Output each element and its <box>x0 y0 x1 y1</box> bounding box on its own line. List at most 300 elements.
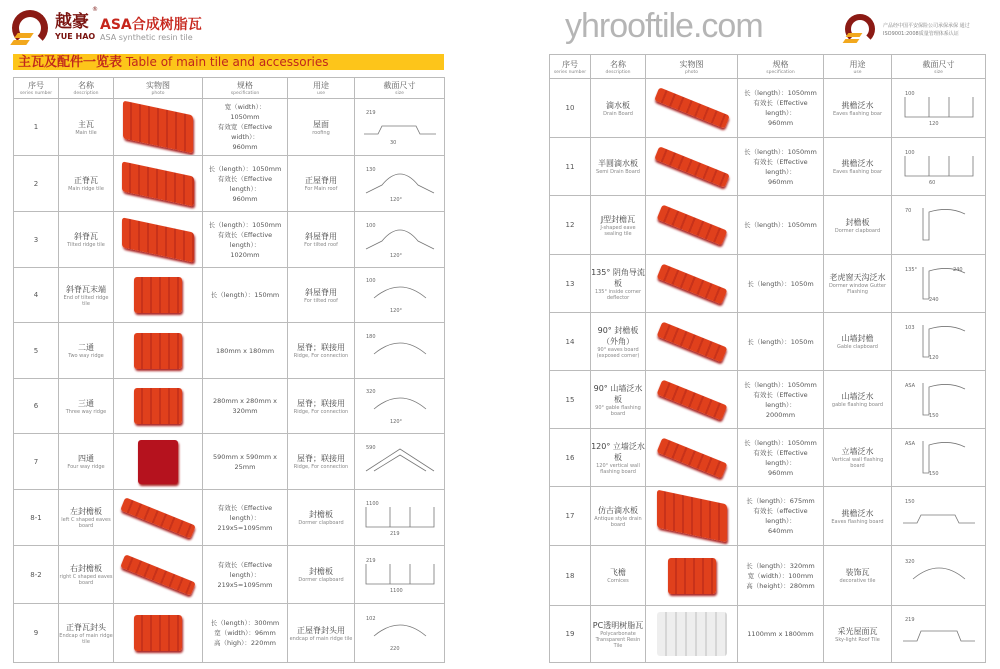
size-drawing <box>355 156 445 212</box>
cross-section-drawing <box>899 321 979 361</box>
use <box>824 606 892 663</box>
spec-line: 宽（width）：100mm <box>747 571 814 580</box>
column-header-en: use <box>317 91 325 96</box>
photo-cell <box>114 546 203 604</box>
product-photo <box>123 101 193 154</box>
size-drawing <box>355 604 445 663</box>
dimension-label: 1100 <box>389 587 403 594</box>
use <box>288 156 355 212</box>
product-photo <box>656 379 727 420</box>
use <box>824 79 892 138</box>
description <box>59 323 114 379</box>
use-en: Dormer clapboard <box>298 520 344 526</box>
column-header-cn: 用途 <box>313 81 329 90</box>
use-cn: 屋脊；联接用 <box>297 454 345 463</box>
profile-line <box>903 515 975 523</box>
description-cn: 滴水板 <box>606 100 630 110</box>
use-cn: 挑檐泛水 <box>841 159 874 168</box>
spec-line: 960mm <box>767 177 794 186</box>
serial-number: 11 <box>550 138 591 196</box>
description-cn: 三通 <box>78 398 94 408</box>
use-cn: 采光屋面瓦 <box>837 626 878 636</box>
profile-line <box>366 174 434 193</box>
specification <box>738 429 824 487</box>
main-tile-table <box>13 77 445 663</box>
profile-line <box>366 230 434 249</box>
use-en: Ridge, For connection <box>293 464 349 470</box>
use-en: Gable clapboard <box>837 344 878 350</box>
use <box>288 490 355 546</box>
use <box>288 99 355 156</box>
column-header-cn: 规格 <box>237 81 253 90</box>
product-photo <box>656 321 727 362</box>
use <box>824 429 892 487</box>
spec-line: 高（height）：280mm <box>746 581 815 590</box>
description-en: 90° eaves board (exposed corner) <box>596 346 640 359</box>
description-cn: 正脊瓦 <box>74 176 98 185</box>
description-en: Semi Drain Board <box>596 169 640 175</box>
column-header-en: description <box>73 91 99 96</box>
description-en: 120° vertical wall flashing board <box>596 462 640 475</box>
column-header <box>59 78 114 99</box>
spec-line: 长（length）：1050m <box>747 279 814 288</box>
product-photo <box>134 388 182 424</box>
spec-line: 长（length）：675mm <box>746 497 815 505</box>
column-header <box>591 55 646 79</box>
table-row <box>14 604 445 663</box>
column-header <box>14 78 59 99</box>
profile-line <box>923 208 965 240</box>
banner-title-cn: 主瓦及配件一览表 <box>18 55 123 70</box>
size-drawing <box>892 371 986 429</box>
use-cn: 正屋脊封头用 <box>297 625 345 635</box>
use <box>824 546 892 606</box>
description-cn: 四通 <box>78 454 94 463</box>
cross-section-drawing <box>360 441 440 481</box>
description <box>591 606 646 663</box>
brand-name-en: YUE HAO <box>55 32 96 41</box>
product-photo <box>654 87 730 128</box>
dimension-label: 120° <box>389 252 402 259</box>
specification <box>203 379 288 434</box>
specification <box>738 487 824 546</box>
spec-line: 长（length）：1050mm <box>744 89 817 97</box>
column-header-cn: 截面尺寸 <box>922 59 955 69</box>
description <box>59 268 114 323</box>
use-cn: 挑檐泛水 <box>841 100 874 110</box>
dimension-label: 220 <box>389 646 400 652</box>
description-cn: PC透明树脂瓦 <box>592 620 644 630</box>
column-header-cn: 名称 <box>610 59 626 69</box>
table-row <box>550 487 986 546</box>
use-en: decorative tile <box>839 578 876 584</box>
description-en: Three way ridge <box>65 408 107 415</box>
use-en: Eaves flashing board <box>831 518 884 525</box>
column-header-en: use <box>853 69 862 75</box>
cross-section-drawing <box>360 554 440 594</box>
cross-section-drawing <box>899 146 979 186</box>
use-en: Ridge, For connection <box>293 353 349 359</box>
column-header-en: size <box>395 91 404 96</box>
serial-number: 18 <box>550 546 591 606</box>
column-header <box>550 55 591 79</box>
dimension-label: ASA <box>904 382 915 389</box>
size-drawing <box>355 212 445 268</box>
spec-line: 280mm x 280mm x 320mm <box>212 397 278 415</box>
use <box>824 138 892 196</box>
profile-line <box>903 631 975 641</box>
profile-line <box>366 449 434 471</box>
use-cn: 屋面 <box>313 119 329 129</box>
dimension-label: 102 <box>365 616 376 622</box>
cross-section-drawing <box>360 106 440 146</box>
photo-cell <box>114 268 203 323</box>
description-cn: 90° 山墙泛水板 <box>593 383 643 404</box>
dimension-label: 219 <box>365 110 376 116</box>
profile-line <box>374 343 426 354</box>
product-photo <box>134 615 182 651</box>
column-header-cn: 规格 <box>772 59 789 69</box>
photo-cell <box>114 604 203 663</box>
size-drawing <box>355 490 445 546</box>
serial-number: 8-2 <box>14 546 59 604</box>
specification <box>738 79 824 138</box>
spec-line: 590mm x 590mm x 25mm <box>212 452 278 471</box>
product-title-en: ASA synthetic resin tile <box>100 33 193 42</box>
cross-section-drawing <box>899 87 979 127</box>
column-header-en: specification <box>766 69 795 75</box>
column-header <box>203 78 288 99</box>
use-cn: 正屋脊用 <box>305 176 337 185</box>
cross-section-drawing <box>899 495 979 535</box>
product-photo <box>134 333 182 369</box>
use-en: Dormer clapboard <box>298 577 344 583</box>
spec-line: 有效长（Effective length）： <box>217 174 273 193</box>
size-drawing <box>355 268 445 323</box>
cross-section-drawing <box>899 437 979 477</box>
cross-section-drawing <box>899 204 979 244</box>
use <box>288 268 355 323</box>
profile-line <box>923 325 965 357</box>
size-drawing <box>892 79 986 138</box>
dimension-label: 100 <box>904 149 915 156</box>
table-row <box>14 490 445 546</box>
column-header-cn: 序号 <box>28 81 44 90</box>
dimension-label: 120° <box>389 419 402 425</box>
table-banner <box>13 54 444 70</box>
specification <box>203 546 288 604</box>
product-photo <box>656 204 727 245</box>
description-en: right C shaped eaves board <box>59 574 113 586</box>
use <box>824 371 892 429</box>
photo-cell <box>646 429 738 487</box>
description-en: Drain Board <box>603 110 633 117</box>
size-drawing <box>892 313 986 371</box>
use <box>824 196 892 255</box>
serial-number: 13 <box>550 255 591 313</box>
use-en: Vertical wall flashing board <box>831 457 884 469</box>
spec-line: 长（length）：1050m <box>747 337 814 346</box>
column-header-cn: 名称 <box>78 81 94 90</box>
spec-line: 长（length）：1050mm <box>744 380 817 389</box>
spec-line: 长（length）：150mm <box>210 291 280 299</box>
brand-logo-right <box>843 14 879 44</box>
description-cn: 半圆滴水板 <box>598 159 638 168</box>
photo-cell <box>646 313 738 371</box>
table-row <box>14 268 445 323</box>
table-row <box>550 79 986 138</box>
dimension-label: 219 <box>365 557 376 564</box>
spec-line: 长（length）：1050mm <box>744 438 817 447</box>
column-header-cn: 截面尺寸 <box>383 81 416 90</box>
use-cn: 屋脊；联接用 <box>297 343 345 352</box>
use-cn: 老虎窗天沟泛水 <box>829 273 886 282</box>
registered-mark: ® <box>92 6 98 13</box>
column-header-cn: 用途 <box>849 59 866 69</box>
use <box>288 546 355 604</box>
column-header-en: photo <box>151 91 165 96</box>
photo-cell <box>114 156 203 212</box>
use-cn: 山墙泛水 <box>841 392 874 401</box>
spec-line: 长（length）：1050mm <box>744 147 817 156</box>
dimension-label: 590 <box>365 444 376 451</box>
description-en: Main ridge tile <box>68 186 104 192</box>
spec-line: 高（high）：220mm <box>214 639 276 647</box>
use <box>288 434 355 490</box>
column-header-cn: 序号 <box>562 59 578 69</box>
use-en: endcap of main ridge tile <box>289 635 353 642</box>
description-cn: 二通 <box>78 343 94 352</box>
use-cn: 屋脊；联接用 <box>297 398 345 408</box>
product-photo <box>122 161 194 206</box>
table-row <box>14 546 445 604</box>
description-cn: 飞檐 <box>610 568 626 577</box>
cross-section-drawing <box>899 613 979 653</box>
use-en: Eaves flashing boar <box>832 110 883 117</box>
specification <box>203 434 288 490</box>
use <box>824 255 892 313</box>
spec-line: 219x5=1095mm <box>217 580 273 589</box>
description <box>591 138 646 196</box>
spec-line: 960mm <box>232 194 258 203</box>
use-cn: 封檐板 <box>845 217 870 227</box>
cross-section-drawing <box>899 379 979 419</box>
spec-line: 219x5=1095mm <box>217 523 273 532</box>
table-row <box>550 546 986 606</box>
dimension-label: 240 <box>928 296 939 303</box>
dimension-label: 150 <box>928 412 939 419</box>
description <box>59 156 114 212</box>
dimension-label: 150 <box>904 499 915 505</box>
serial-number: 5 <box>14 323 59 379</box>
column-header-en: description <box>605 69 631 75</box>
description-en: Two way ridge <box>68 353 104 359</box>
specification <box>738 371 824 429</box>
table-row <box>550 371 986 429</box>
description <box>591 79 646 138</box>
photo-cell <box>114 212 203 268</box>
description-en: Cornices <box>607 578 629 584</box>
specification <box>203 268 288 323</box>
product-photo <box>120 554 196 595</box>
table-row <box>550 429 986 487</box>
photo-cell <box>114 323 203 379</box>
serial-number: 10 <box>550 79 591 138</box>
serial-number: 15 <box>550 371 591 429</box>
dimension-label: 219 <box>904 617 915 623</box>
use-cn: 挑檐泛水 <box>841 508 874 518</box>
product-photo <box>134 277 182 313</box>
specification <box>738 138 824 196</box>
profile-line <box>366 507 434 527</box>
spec-line: 180mm x 180mm <box>215 346 275 355</box>
spec-line: 有效长（Effective length）： <box>217 230 273 249</box>
use-en: For Main roof <box>304 186 338 192</box>
photo-cell <box>646 487 738 546</box>
size-drawing <box>892 606 986 663</box>
description-en: Antique style drain board <box>594 515 642 528</box>
spec-line: 长（length）：1050mm <box>744 221 817 229</box>
table-row <box>14 379 445 434</box>
profile-line <box>923 383 965 415</box>
spec-line: 有效长（Effective length）： <box>753 99 808 117</box>
profile-line <box>364 126 436 134</box>
description <box>59 434 114 490</box>
product-photo <box>656 263 727 304</box>
size-drawing <box>355 323 445 379</box>
description <box>59 212 114 268</box>
dimension-label: 103 <box>904 324 915 331</box>
spec-line: 长（length）：320mm <box>746 561 815 570</box>
dimension-label: 135° <box>904 266 917 273</box>
profile-line <box>374 625 426 636</box>
description-en: Main tile <box>75 129 97 136</box>
dimension-label: 180 <box>365 333 376 340</box>
cross-section-drawing <box>899 555 979 595</box>
accessories-table <box>549 54 986 663</box>
dimension-label: 1100 <box>365 500 379 507</box>
specification <box>738 546 824 606</box>
certification-text: 产品经中国平安保险公司承保承保 通过ISO9001:2008质量管理体系认证 <box>883 23 970 37</box>
profile-line <box>905 156 973 176</box>
column-header-cn: 实物图 <box>146 81 170 90</box>
spec-line: 长（length）：1050mm <box>208 220 282 229</box>
table-row <box>14 156 445 212</box>
use-en: For tilted roof <box>304 297 338 304</box>
size-drawing <box>892 546 986 606</box>
spec-line: 有效长（effective length）： <box>753 507 808 525</box>
serial-number: 3 <box>14 212 59 268</box>
description <box>59 546 114 604</box>
description-cn: 斜脊瓦 <box>74 232 98 241</box>
size-drawing <box>355 379 445 434</box>
use-en: roofing <box>312 129 330 136</box>
profile-line <box>374 398 426 409</box>
specification <box>203 490 288 546</box>
brand-name-cn: 越豪 <box>55 12 89 32</box>
description-en: 90° gable flashing board <box>595 404 641 417</box>
product-photo <box>654 146 730 187</box>
spec-line: 长（length）：1050mm <box>208 164 282 173</box>
use <box>288 323 355 379</box>
dimension-label: 219 <box>389 530 400 537</box>
product-title-cn: ASA合成树脂瓦 <box>100 17 202 33</box>
description-cn: 90° 封檐板（外角） <box>597 325 639 346</box>
spec-line: 640mm <box>767 527 794 535</box>
description <box>591 196 646 255</box>
spec-line: 宽（width）： <box>224 103 266 111</box>
description-cn: 仿古滴水板 <box>598 505 638 515</box>
description <box>59 379 114 434</box>
photo-cell <box>646 546 738 606</box>
description-en: Polycarbonate Transparent Resin Tile <box>595 630 641 649</box>
spec-line: 有效长（Effective length）： <box>217 560 273 579</box>
dimension-label: 130 <box>365 166 376 173</box>
dimension-label: 240 <box>952 266 963 273</box>
dimension-label: 320 <box>904 558 915 565</box>
dimension-label: 60 <box>928 179 935 186</box>
specification <box>203 604 288 663</box>
table-row <box>14 99 445 156</box>
product-photo <box>656 437 727 478</box>
description-en: 135° inside corner deflector <box>594 288 642 301</box>
spec-line: 960mm <box>767 468 794 477</box>
column-header <box>892 55 986 79</box>
spec-line: 有效宽（Effective width）： <box>217 123 273 141</box>
product-photo <box>122 217 194 262</box>
watermark: yhrooftile.com <box>565 7 763 45</box>
column-header <box>738 55 824 79</box>
spec-line: 1020mm <box>230 250 260 259</box>
spec-line: 有效长（Effective length）： <box>753 390 808 409</box>
description-cn: 右封檐板 <box>70 564 102 573</box>
column-header-en: series number <box>19 91 53 96</box>
spec-line: 长（length）：300mm <box>210 619 280 627</box>
specification <box>203 212 288 268</box>
use-en: gable flashing board <box>831 402 884 408</box>
product-photo <box>668 558 716 594</box>
serial-number: 19 <box>550 606 591 663</box>
description <box>591 546 646 606</box>
table-row <box>14 212 445 268</box>
description-en: Tilted ridge tile <box>67 242 105 248</box>
size-drawing <box>892 429 986 487</box>
cross-section-drawing <box>360 385 440 425</box>
table-row <box>550 606 986 663</box>
banner-title-en: Table of main tile and accessories <box>125 55 329 69</box>
dimension-label: ASA <box>904 440 915 447</box>
specification <box>738 313 824 371</box>
column-header <box>288 78 355 99</box>
photo-cell <box>646 371 738 429</box>
table-row <box>14 434 445 490</box>
serial-number: 1 <box>14 99 59 156</box>
column-header-en: size <box>934 69 943 75</box>
profile-line <box>374 287 426 298</box>
use-cn: 封檐板 <box>309 510 333 519</box>
specification <box>203 323 288 379</box>
use <box>288 379 355 434</box>
description-cn: 主瓦 <box>78 119 94 129</box>
use-en: Dormer window Gutter Flashing <box>828 283 887 295</box>
size-drawing <box>892 255 986 313</box>
size-drawing <box>892 138 986 196</box>
photo-cell <box>646 255 738 313</box>
use-en: Eaves flashing boar <box>832 169 883 175</box>
description-cn: 120° 立墙泛水板 <box>591 441 645 462</box>
size-drawing <box>355 99 445 156</box>
serial-number: 17 <box>550 487 591 546</box>
